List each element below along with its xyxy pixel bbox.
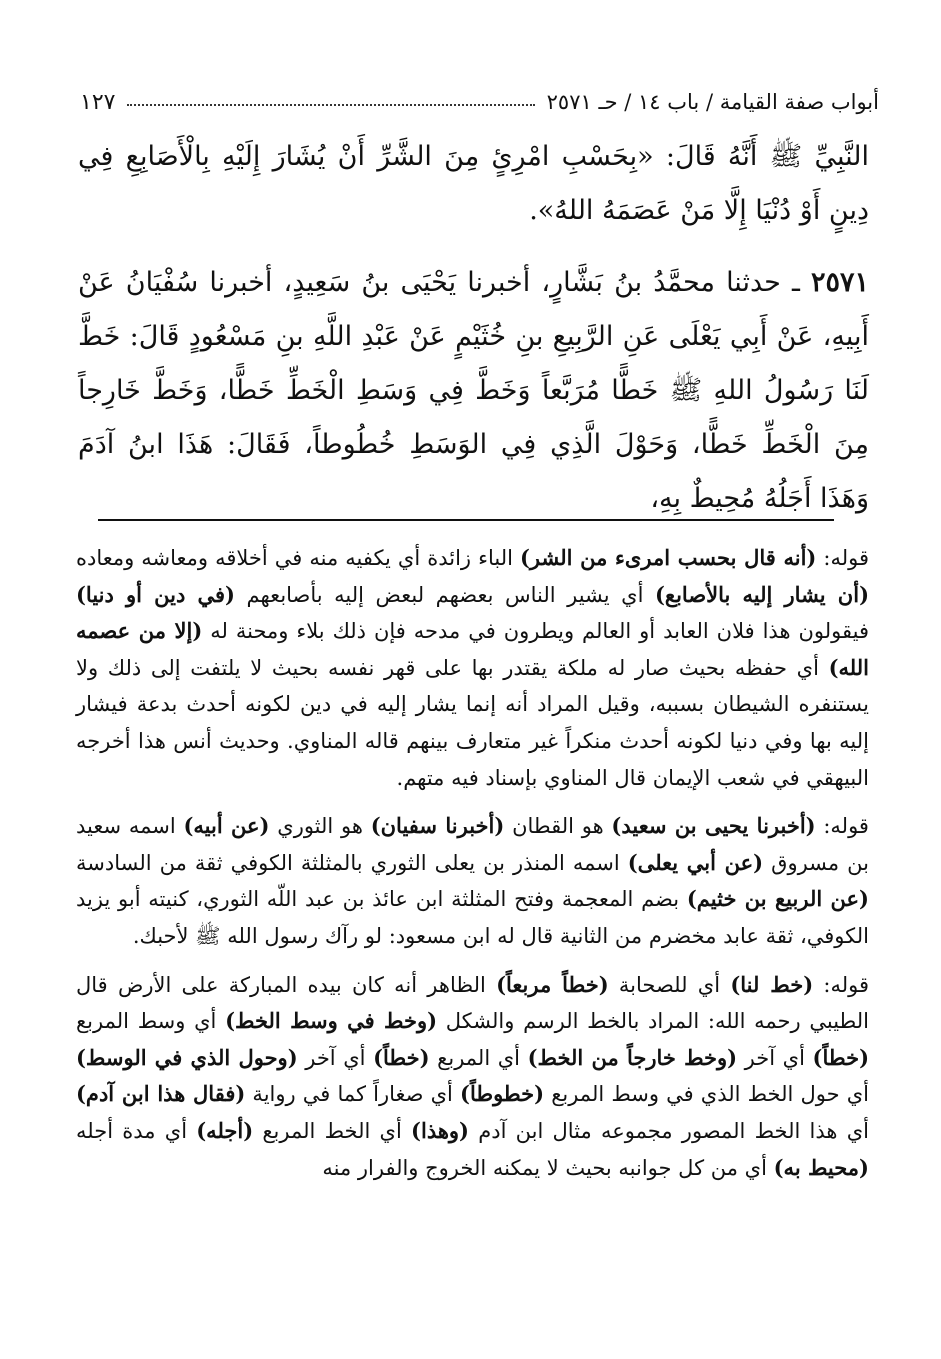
- commentary-text: فيقولون هذا فلان العابد أو العالم ويطرون في مدحه فإن ذلك بلاء ومحنة له: [202, 619, 870, 644]
- quoted-phrase: (أخبرنا سفيان): [370, 813, 505, 839]
- quoted-phrase: (خطاً مربعاً): [496, 971, 609, 997]
- commentary-text: أي مدة أجله: [76, 1118, 197, 1143]
- hadith-body: ـ حدثنا محمَّدُ بنُ بَشَّارٍ، أخبرنا يَحْيَى بنُ سَعِيدٍ، أخبرنا سُفْيَانُ عَنْ أَبِيهِ، عَنْ أَبِي يَعْلَى عَنِ الرَّبِيعِ بنِ خُثَيْمٍ عَنْ عَبْدِ اللَّهِ بنِ مَسْعُودٍ قَالَ: خَطَّ لَنَا رَسُولُ اللهِ ﷺ خَطًّا مُرَبَّعاً وَخَطَّ فِي وَسَطِ الْخَطِّ خَطًّا، وَخَطَّ خَارِجاً مِنَ الْخَطِّ خَطًّا، وَحَوْلَ الَّذِي فِي الوَسَطِ خُطُوطاً، فَقَالَ: هَذَا ابنُ آدَمَ وَهَذَا أَجَلُهُ مُحِيطٌ بِهِ،: [78, 267, 869, 514]
- quoted-phrase: (وخط خارجاً من الخط): [527, 1044, 738, 1070]
- quoted-phrase: (وخط في وسط الخط): [225, 1008, 438, 1034]
- quoted-phrase: (وهذا): [411, 1117, 469, 1143]
- commentary-text: قوله:: [813, 972, 870, 997]
- quoted-phrase: (خطاً): [812, 1044, 870, 1070]
- commentary-text: أي يشير الناس بعضهم لبعض إليه بأصابعهم: [235, 582, 655, 607]
- commentary-paragraph: [76, 540, 869, 796]
- quoted-phrase: (أخبرنا يحيى بن سعيد): [611, 813, 816, 839]
- quoted-phrase: (خطاً): [373, 1044, 430, 1070]
- commentary-text: أي وسط المربع: [76, 1009, 226, 1034]
- commentary-paragraph: [76, 808, 869, 954]
- quoted-phrase: (أجله): [196, 1117, 254, 1143]
- commentary-section: [76, 540, 869, 1198]
- commentary-text: الباء زائدة أي يكفيه منه في أخلاقه ومعاشه ومعاده: [76, 546, 520, 570]
- quoted-phrase: (خط لنا): [730, 971, 814, 997]
- commentary-text: أي الخط المربع: [253, 1118, 412, 1143]
- commentary-text: أي من كل جوانبه بحيث لا يمكنه الخروج والفرار منه: [322, 1155, 774, 1180]
- commentary-text: قوله:: [816, 546, 870, 570]
- running-header-title: أبواب صفة القيامة / باب ١٤ / حـ ٢٥٧١: [546, 90, 879, 114]
- commentary-text: أي للصحابة: [608, 972, 731, 997]
- dotted-leader: [127, 103, 534, 106]
- page-number: ١٢٧: [80, 89, 116, 115]
- commentary-text: اسمه المنذر بن يعلى الثوري بالمثلثة الكوفي ثقة من السادسة: [76, 850, 628, 875]
- commentary-text: اسمه سعيد بن مسروق: [76, 814, 870, 875]
- quoted-phrase: (محيط به): [773, 1154, 869, 1180]
- quoted-phrase: (أن يشار إليه بالأصابع): [654, 581, 870, 607]
- commentary-text: أي آخر: [737, 1045, 813, 1070]
- quoted-phrase: (أنه قال بحسب امرىء من الشر): [519, 545, 817, 570]
- commentary-paragraph: [76, 967, 869, 1187]
- quoted-phrase: (وحول الذي في الوسط): [76, 1044, 298, 1070]
- commentary-text: بضم المعجمة وفتح المثلثة ابن عائذ بن عبد اللّه الثوري، كنيته أبو يزيد الكوفي، ثقة عابد مخضرم من الثانية قال له ابن مسعود: لو رآك رسول الله ﷺ لأحبك.: [76, 887, 869, 948]
- commentary-text: أي حول الخط الذي في وسط المربع: [544, 1082, 869, 1107]
- hadith-continuation: النَّبِيِّ ﷺ أَنَّهُ قَالَ: «بِحَسْبِ امْرِئٍ مِنَ الشَّرِّ أَنْ يُشَارَ إِلَيْهِ بِالْأَصَابِعِ فِي دِينٍ أَوْ دُنْيَا إِلَّا مَنْ عَصَمَهُ اللهُ».: [78, 141, 869, 226]
- quoted-phrase: (عن الربيع بن خثيم): [686, 886, 869, 912]
- quoted-phrase: (عن أبي يعلى): [627, 849, 764, 875]
- commentary-text: الظاهر أنه كان بيده المباركة على الأرض قال الطيبي رحمه الله: المراد بالخط الرسم والشكل: [76, 972, 870, 1034]
- quoted-phrase: (عن أبيه): [183, 813, 270, 839]
- commentary-text: أي هذا الخط المصور مجموعه مثال ابن آدم: [469, 1118, 869, 1143]
- footnote-divider: [98, 519, 834, 521]
- commentary-text: أي صغاراً كما في رواية: [245, 1082, 461, 1107]
- hadith-2571: [78, 256, 869, 526]
- commentary-text: أي المربع: [429, 1045, 528, 1070]
- quoted-phrase: (في دين أو دنيا): [76, 581, 235, 607]
- commentary-text: قوله:: [815, 814, 869, 839]
- commentary-text: أي آخر: [297, 1045, 374, 1070]
- commentary-text: هو الثوري: [269, 814, 371, 839]
- hadith-text-block: [78, 130, 869, 526]
- commentary-text: هو القطان: [504, 814, 612, 839]
- quoted-phrase: (خطوطاً): [460, 1081, 545, 1107]
- quoted-phrase: (إلا من عصمه الله): [76, 618, 869, 680]
- commentary-text: أي حفظه بحيث صار له ملكة يقتدر بها على قهر نفسه بحيث لا يلتفت إلى ذلك ولا يستنفره الشيطان بسببه، وقيل المراد أنه إنما يشار إليه في دين لكونه أحدث بدعة فيشار إليه بها وفي دنيا لكونه أحدث منكراً غير متعارف بينهم قاله المناوي. وحديث أنس هذا أخرجه البيهقي في شعب الإيمان قال المناوي بإسناد فيه متهم.: [76, 655, 869, 790]
- running-header: [80, 84, 879, 120]
- hadith-number: ٢٥٧١: [810, 267, 869, 298]
- quoted-phrase: (فقال هذا ابن آدم): [76, 1081, 246, 1107]
